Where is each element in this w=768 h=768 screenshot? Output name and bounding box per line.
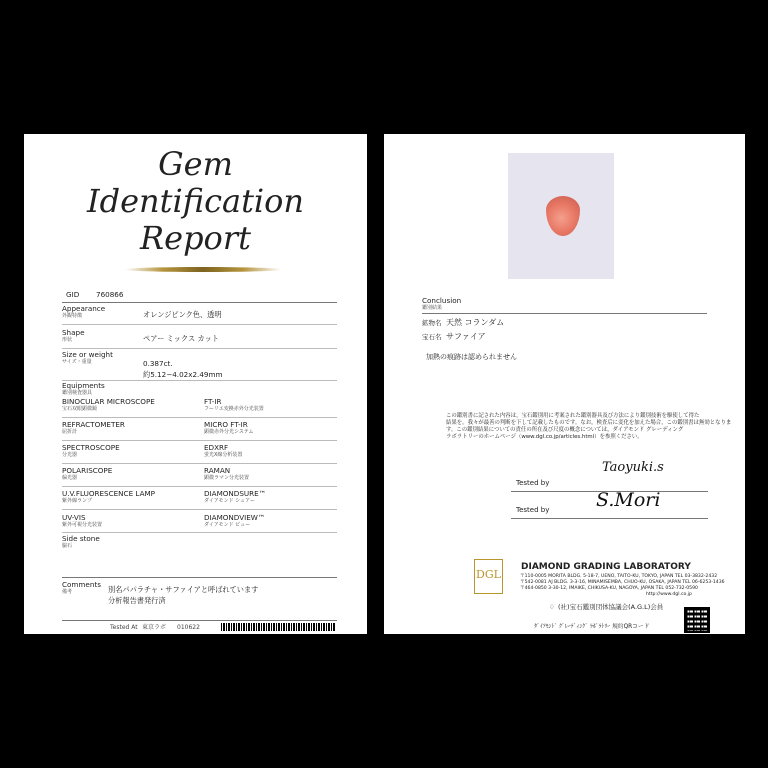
gid-label: GID <box>66 290 80 299</box>
equipment-right: DIAMONDSURE™ <box>204 489 266 498</box>
address-tokyo: 〒110-0005 MORITA BLDG. 5-18-7, UENO, TAITO-KU, TOKYO, JAPAN TEL 03-3832-2432 <box>520 574 718 579</box>
equipment-left-sub: 偏光器 <box>62 475 78 481</box>
equipments-label: Equipments <box>62 381 105 390</box>
side-stone-sublabel: 脇石 <box>62 543 73 549</box>
pear-gemstone-image <box>546 196 580 236</box>
disclaimer-line: す。この鑑別結果についての責任の所在及び尺度の概念については，ダイアモンド グレーディング <box>446 427 684 433</box>
equipment-right: DIAMONDVIEW™ <box>204 513 266 522</box>
equipments-sublabel: 鑑別検査器具 <box>62 390 93 396</box>
tested-by-label: Tested by <box>516 479 550 487</box>
address-nagoya: 〒464-0850 3-30-12, IMAIKE, CHIKUSA-KU, NAGOYA, JAPAN TEL 052-732-0590 <box>520 586 698 591</box>
report-left-page <box>24 134 367 634</box>
report-title-line1: Gem <box>158 145 233 183</box>
equipment-left: POLARISCOPE <box>62 466 113 475</box>
shape-value: ペアー ミックス カット <box>143 334 219 343</box>
equipment-left: UV-VIS <box>62 513 86 522</box>
signature-2: S.Mori <box>596 489 661 511</box>
equipment-right: EDXRF <box>204 443 229 452</box>
equipment-left: BINOCULAR MICROSCOPE <box>62 397 155 406</box>
side-stone-label: Side stone <box>62 534 100 543</box>
tested-at-code: 010622 <box>177 624 200 631</box>
divider <box>62 532 337 533</box>
divider <box>62 577 337 578</box>
website: http://www.dgl.co.jp <box>646 592 692 597</box>
report-title-line3: Report <box>140 219 251 257</box>
comments-label: Comments <box>62 580 101 589</box>
divider <box>62 440 337 441</box>
disclaimer-line: この鑑別書に記された内容は，宝石鑑別用に考案された鑑別器具及び方法により鑑別技術を駆使して得た <box>446 413 700 419</box>
title-underline <box>124 267 282 272</box>
equipment-left-sub: 紫外可視分光装置 <box>62 522 103 528</box>
barcode <box>221 623 336 631</box>
conclusion-label: Conclusion <box>422 296 462 305</box>
company-name: DIAMOND GRADING LABORATORY <box>521 562 691 572</box>
equipment-right-sub: ダイアモンド ビュー <box>204 522 251 528</box>
equipment-right-sub: フーリエ変換赤外分光装置 <box>204 406 264 412</box>
equipment-left: REFRACTOMETER <box>62 420 125 429</box>
report-title-line2: Identification <box>86 182 305 220</box>
divider <box>62 486 337 487</box>
gem-photo <box>508 153 614 279</box>
conclusion-sublabel: 鑑別結果 <box>422 305 443 311</box>
comment-line-2: 分析報告書発行済 <box>108 596 166 605</box>
address-osaka: 〒542-0081 AJ BLDG. 3-3-16, MINAMISEMBA, CHUO-KU, OSAKA, JAPAN TEL 06-6253-1436 <box>520 580 725 585</box>
divider <box>62 463 337 464</box>
disclaimer-line: ラボラトリーのホームページ（www.dgl.co.jp/articles.html）を参照ください。 <box>446 434 643 440</box>
gid-value: 760866 <box>96 290 124 299</box>
size-sublabel: サイズ・重量 <box>62 359 92 365</box>
comments-sublabel: 備考 <box>62 589 73 595</box>
divider <box>62 324 337 325</box>
shape-sublabel: 形状 <box>62 337 73 343</box>
dgl-logo: DGL <box>474 559 503 594</box>
species-label: 鉱物名 <box>422 319 442 327</box>
agl-membership: (社)宝石鑑別団体協議会(A.G.L)会員 <box>558 603 664 611</box>
divider <box>62 348 337 349</box>
tested-at-lab: 東京ラボ <box>142 624 167 631</box>
equipment-right-sub: 顕微ラマン分光装置 <box>204 475 250 481</box>
qr-caption: ﾀﾞｲｱﾓﾝﾄﾞ ｸﾞﾚｰﾃﾞｨﾝｸﾞ ﾗﾎﾞﾗﾄﾘｰ 規約QRコード <box>534 624 650 630</box>
equipment-right-sub: 蛍光X線分析装置 <box>204 452 243 458</box>
diamond-icon: ♢ <box>549 603 555 611</box>
variety-label: 宝石名 <box>422 333 442 341</box>
equipment-left-sub: 紫外線ランプ <box>62 498 93 504</box>
qr-code <box>684 607 710 633</box>
divider <box>62 302 337 303</box>
divider <box>62 417 337 418</box>
divider <box>62 620 337 621</box>
tested-at-label: Tested At <box>110 624 138 631</box>
size-dimensions-value: 約5.12−4.02x2.49mm <box>143 370 223 379</box>
equipment-left: SPECTROSCOPE <box>62 443 120 452</box>
signature-1: Taoyuki.s <box>602 460 664 475</box>
species-value: 天然 コランダム <box>446 318 505 327</box>
equipment-right: MICRO FT-IR <box>204 420 248 429</box>
divider <box>511 518 708 519</box>
conclusion-note: 加熱の痕跡は認められません <box>426 353 517 361</box>
equipment-right-sub: 顕微赤外分光システム <box>204 429 254 435</box>
appearance-sublabel: 外観特徴 <box>62 313 83 319</box>
equipment-right: FT-IR <box>204 397 222 406</box>
equipment-left-sub: 宝石双眼顕微鏡 <box>62 406 98 412</box>
report-right-page <box>384 134 745 634</box>
divider <box>422 313 707 314</box>
variety-value: サファイア <box>446 332 486 341</box>
equipment-left: U.V.FLUORESCENCE LAMP <box>62 489 156 498</box>
equipment-left-sub: 分光器 <box>62 452 78 458</box>
shape-label: Shape <box>62 328 85 337</box>
disclaimer-line: 結果を，我々が最善の判断を下して記載したものです。なお，検査后に変化を加えた場合，この鑑別書は無効となりま <box>446 420 732 426</box>
divider <box>62 509 337 510</box>
equipment-left-sub: 屈折計 <box>62 429 78 435</box>
appearance-value: オレンジピンク色、透明 <box>143 310 222 319</box>
equipment-right: RAMAN <box>204 466 231 475</box>
comment-line-1: 別名パパラチャ・サファイアと呼ばれています <box>108 585 259 594</box>
size-weight-value: 0.387ct. <box>143 359 173 368</box>
tested-by-label: Tested by <box>516 506 550 514</box>
appearance-label: Appearance <box>62 304 106 313</box>
size-label: Size or weight <box>62 350 113 359</box>
equipment-right-sub: ダイアモンド シュアー <box>204 498 255 504</box>
